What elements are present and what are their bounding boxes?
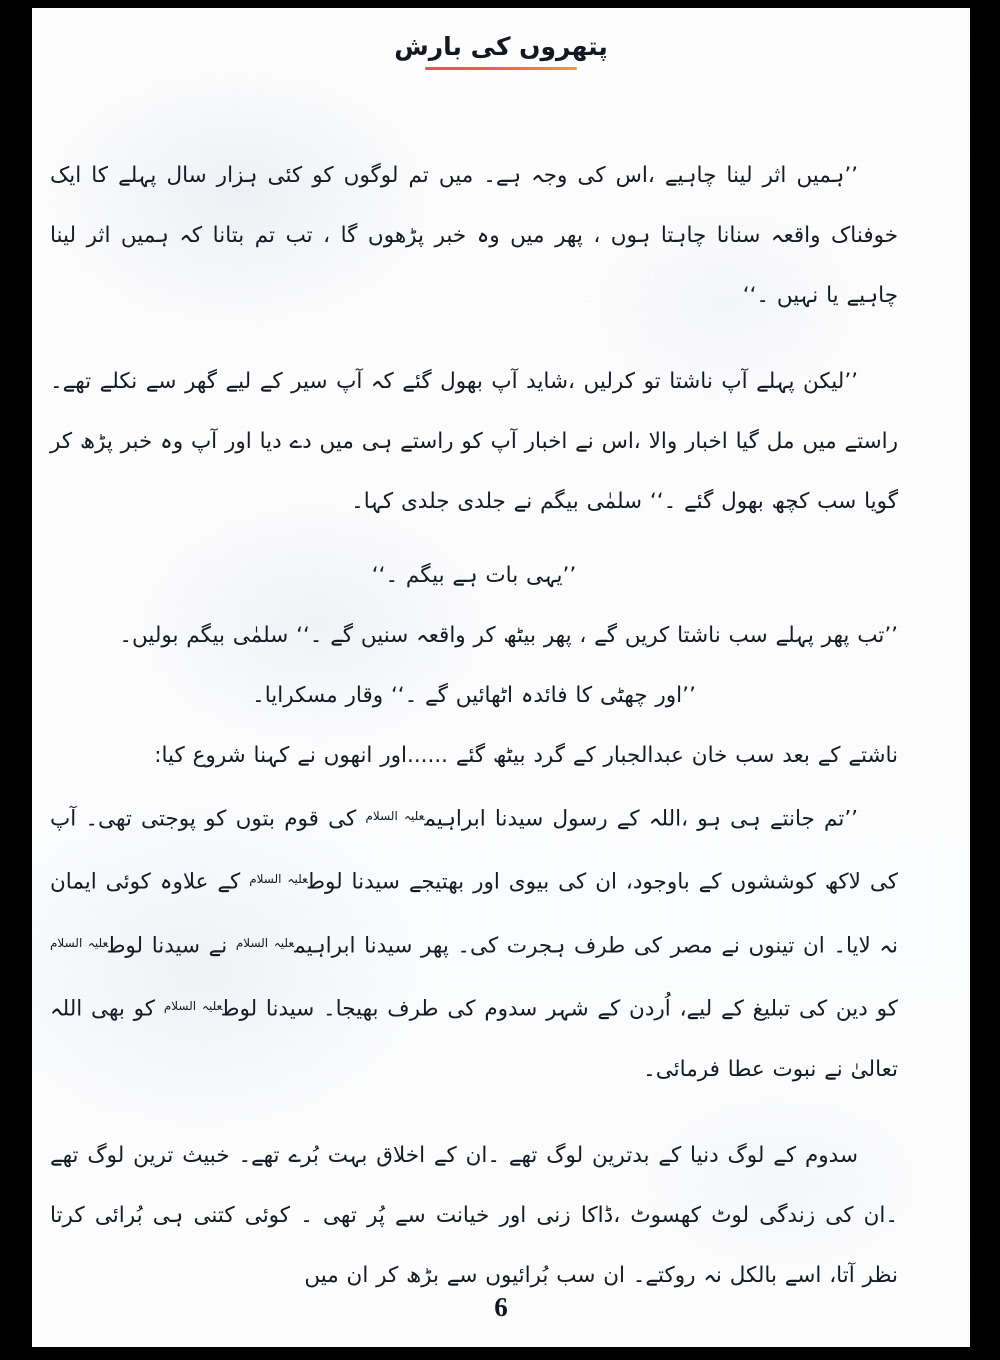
body-text-column — [50, 146, 898, 1306]
narration-7-segment-3: کے علاوہ کوئی ایمان نہ لایا۔ ان تینوں نے مصر کی طرف ہجرت کی۔ پھر سیدنا ابراہیم — [50, 869, 898, 959]
honorific-alayhis-salam-5: علیہ السلام — [163, 999, 223, 1014]
paragraph-spacer — [50, 326, 898, 352]
page-sheet — [32, 8, 970, 1347]
page-title: پتھروں کی بارش — [394, 32, 608, 61]
narration-7-segment-4: نے سیدنا لوط — [108, 933, 228, 959]
narration-7-segment-2: کی قوم بتوں کو پوجتی تھی۔ آپ کی لاکھ کوششوں کے باوجود، ان کی بیوی اور بھتیجے سیدنا لوط — [50, 806, 899, 895]
narration-7-segment-5: کو دین کی تبلیغ کے لیے، اُردن کے شہر سدوم کی طرف بھیجا۔ سیدنا لوط — [222, 996, 898, 1022]
paragraph-dialogue-3: ’’یہی بات ہے بیگم ۔‘‘ — [371, 563, 577, 588]
paragraph-narration-6: ناشتے کے بعد سب خان عبدالجبار کے گرد بیٹھ گئے ......اور انھوں نے کہنا شروع کیا: — [154, 743, 898, 768]
honorific-alayhis-salam-2: علیہ السلام — [249, 872, 308, 887]
paragraph-spacer — [50, 532, 898, 546]
paragraph-dialogue-2: ’’لیکن پہلے آپ ناشتا تو کرلیں ،شاید آپ بھول گئے کہ آپ سیر کے لیے گھر سے نکلے تھے۔ راستے میں مل گیا اخبار والا ،اس نے اخبار آپ کو راستے ہی میں دے دیا اور آپ وہ خبر پڑھ کر گویا سب کچھ بھول گئے ۔‘‘ سلمٰی بیگم نے جلدی جلدی کہا۔ — [50, 369, 898, 514]
running-header — [32, 30, 970, 70]
header-divider-rule — [425, 67, 577, 70]
paragraph-dialogue-1: ’’ہمیں اثر لینا چاہیے ،اس کی وجہ ہے۔ میں تم لوگوں کو کئی ہزار سال پہلے کا ایک خوفناک واقعہ سنانا چاہتا ہوں ، پھر میں وہ خبر پڑھوں گا ، تب تم بتانا کہ ہمیں اثر لینا چاہیے یا نہیں ۔‘‘ — [50, 163, 898, 308]
paragraph-spacer — [50, 1100, 898, 1126]
honorific-alayhis-salam-3: علیہ السلام — [235, 935, 295, 950]
page-number-folio: 6 — [494, 1292, 508, 1322]
honorific-alayhis-salam-1: علیہ السلام — [365, 809, 425, 823]
paragraph-dialogue-4: ’’تب پھر پہلے سب ناشتا کریں گے ، پھر بیٹھ کر واقعہ سنیں گے ۔‘‘ سلمٰی بیگم بولیں۔ — [119, 623, 898, 648]
honorific-alayhis-salam-4: علیہ السلام — [50, 935, 109, 950]
narration-7-segment-6: کو بھی اللہ تعالیٰ نے نبوت عطا فرمائی۔ — [50, 996, 898, 1082]
paragraph-dialogue-5: ’’اور چھٹی کا فائدہ اٹھائیں گے ۔‘‘ وقار مسکرایا۔ — [252, 683, 696, 708]
paragraph-narration-7 — [50, 786, 898, 1100]
narration-7-segment-1: ’’تم جانتے ہی ہو ،اللہ کے رسول سیدنا ابراہیم — [424, 806, 858, 832]
paragraph-narration-8: سدوم کے لوگ دنیا کے بدترین لوگ تھے ۔ان کے اخلاق بہت بُرے تھے۔ خبیث ترین لوگ تھے ۔ان کی زندگی لوٹ کھسوٹ ،ڈاکا زنی اور خیانت سے پُر تھی ۔ کوئی کتنی ہی بُرائی کرتا نظر آتا، اسے بالکل نہ روکتے۔ ان سب بُرائیوں سے بڑھ کر ان میں — [50, 1142, 898, 1288]
